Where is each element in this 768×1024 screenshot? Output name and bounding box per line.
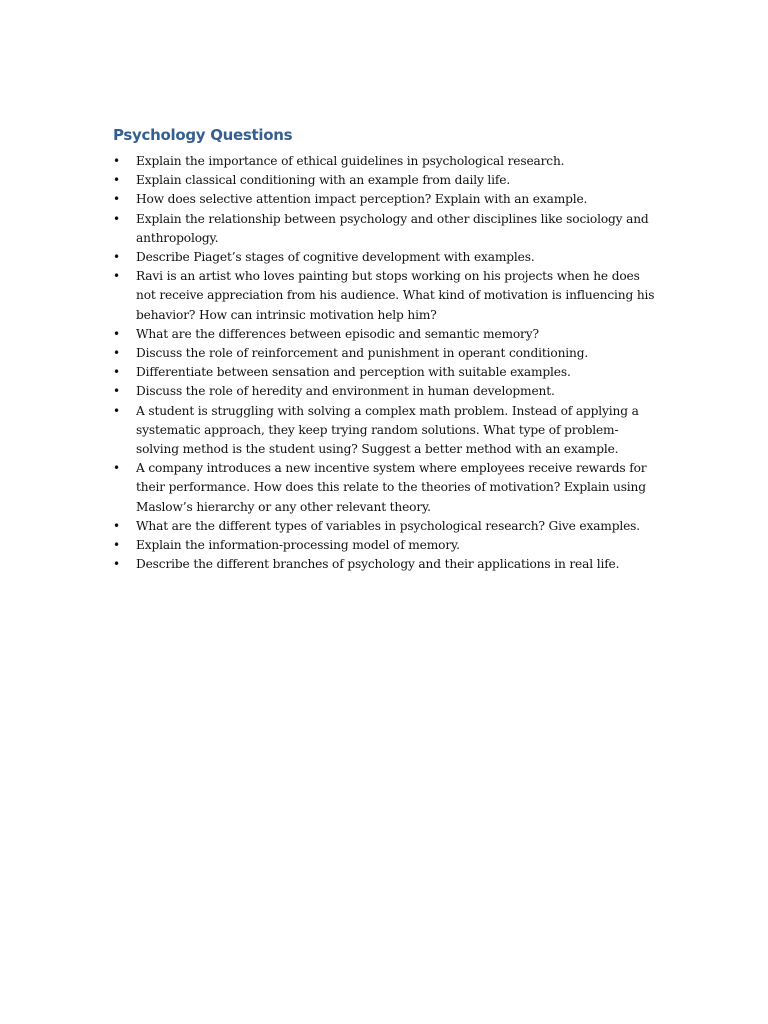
question-item <box>113 171 658 190</box>
question-item <box>113 325 658 344</box>
question-item <box>113 402 658 460</box>
bullet-icon: • <box>113 365 120 380</box>
bullet-icon: • <box>113 192 120 207</box>
question-text: Describe Piaget’s stages of cognitive development with examples. <box>136 250 535 265</box>
question-item <box>113 536 658 555</box>
question-item <box>113 210 658 248</box>
bullet-icon: • <box>113 250 120 265</box>
question-item <box>113 517 658 536</box>
question-list <box>113 152 658 574</box>
bullet-icon: • <box>113 461 120 476</box>
bullet-icon: • <box>113 326 120 341</box>
bullet-icon: • <box>113 557 120 572</box>
question-text: What are the differences between episodic and semantic memory? <box>136 326 539 341</box>
question-text: Explain classical conditioning with an example from daily life. <box>136 173 511 188</box>
question-text: Explain the importance of ethical guidelines in psychological research. <box>136 154 565 168</box>
bullet-icon: • <box>113 173 120 188</box>
question-text: Discuss the role of heredity and environment in human development. <box>136 384 555 399</box>
question-item <box>113 382 658 401</box>
question-item <box>113 248 658 267</box>
question-item <box>113 555 658 574</box>
question-text: Explain the relationship between psychology and other disciplines like sociology and anthropology. <box>136 211 649 245</box>
question-text: Ravi is an artist who loves painting but stops working on his projects when he does not receive appreciation from his audience. What kind of motivation is influencing his behavior? How can intrinsic motivation help him? <box>136 269 655 322</box>
question-item <box>113 152 658 171</box>
bullet-icon: • <box>113 346 120 361</box>
bullet-icon: • <box>113 154 120 168</box>
bullet-icon: • <box>113 403 120 418</box>
question-item <box>113 363 658 382</box>
question-item <box>113 267 658 325</box>
bullet-icon: • <box>113 384 120 399</box>
question-item <box>113 344 658 363</box>
question-text: Describe the different branches of psychology and their applications in real life. <box>136 557 620 572</box>
bullet-icon: • <box>113 269 120 284</box>
document-content <box>113 124 658 574</box>
question-item <box>113 190 658 209</box>
question-text: Differentiate between sensation and perception with suitable examples. <box>136 365 571 380</box>
bullet-icon: • <box>113 518 120 533</box>
bullet-icon: • <box>113 538 120 553</box>
question-text: How does selective attention impact perception? Explain with an example. <box>136 192 588 207</box>
question-text: What are the different types of variables in psychological research? Give examples. <box>136 518 641 533</box>
question-text: Discuss the role of reinforcement and punishment in operant conditioning. <box>136 346 589 361</box>
bullet-icon: • <box>113 211 120 226</box>
document-title: Psychology Questions <box>113 126 293 144</box>
question-item <box>113 459 658 517</box>
question-text: Explain the information-processing model of memory. <box>136 538 460 553</box>
question-text: A student is struggling with solving a complex math problem. Instead of applying a systematic approach, they keep trying random solutions. What type of problem-solving method is the student using? Suggest a better method with an example. <box>136 403 639 457</box>
question-text: A company introduces a new incentive system where employees receive rewards for their performance. How does this relate to the theories of motivation? Explain using Maslow’s hierarchy or any other relevant theory. <box>136 461 647 514</box>
